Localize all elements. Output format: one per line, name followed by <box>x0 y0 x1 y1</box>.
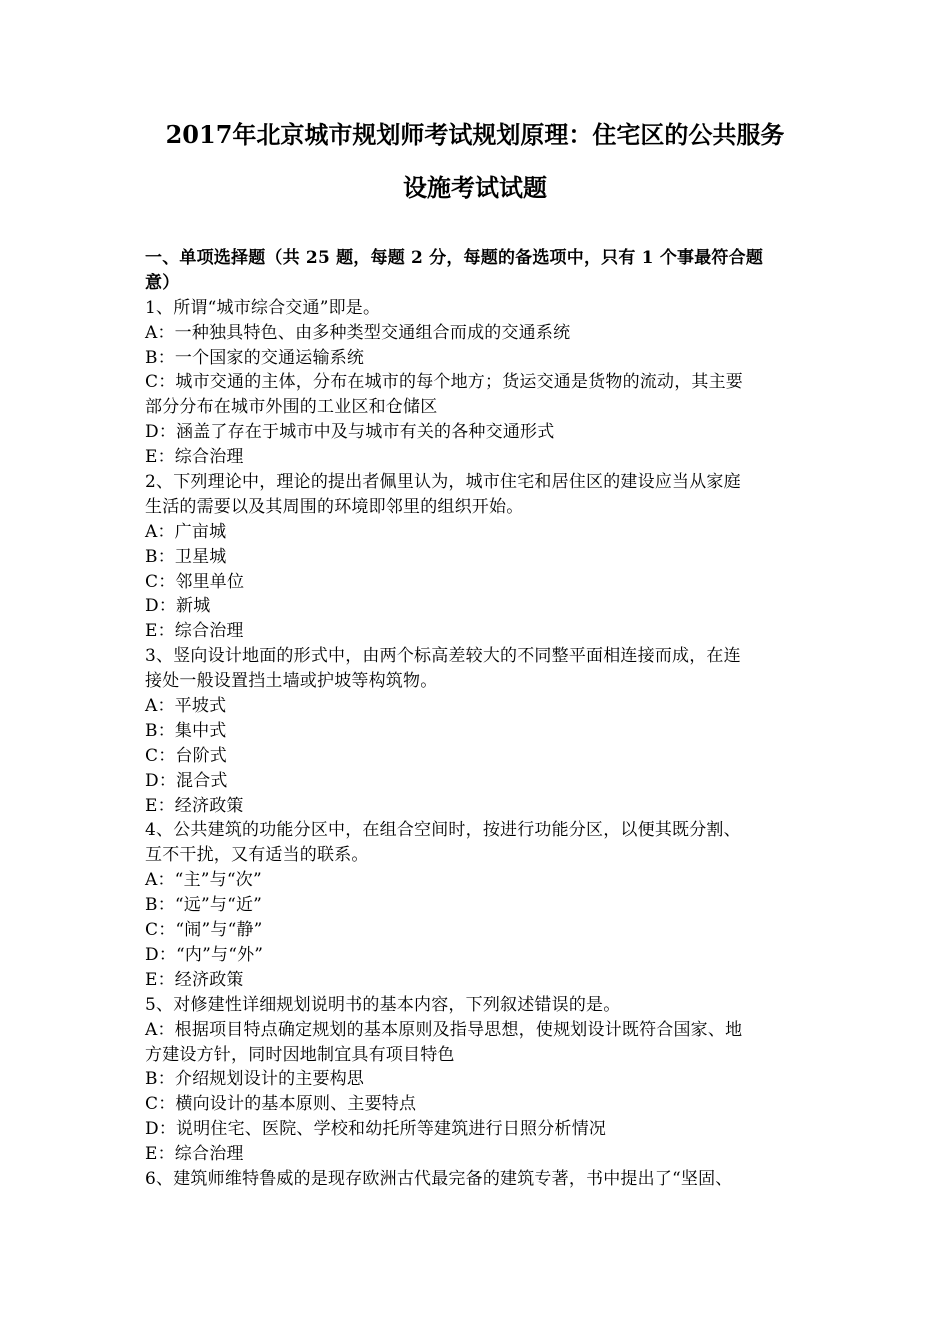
question-line: 6、建筑师维特鲁威的是现存欧洲古代最完备的建筑专著，书中提出了“坚固、 <box>145 1168 733 1189</box>
question-line: C：台阶式 <box>145 745 228 766</box>
question-line: C：横向设计的基本原则、主要特点 <box>145 1094 417 1115</box>
question-line: D：“内”与“外” <box>145 944 264 965</box>
question-line: 接处一般设置挡土墙或护坡等构筑物。 <box>145 671 438 692</box>
document-title-line-1: 2017年北京城市规划师考试规划原理：住宅区的公共服务 <box>165 120 785 149</box>
question-line: C：城市交通的主体，分布在城市的每个地方；货运交通是货物的流动，其主要 <box>145 372 744 393</box>
question-list <box>145 296 810 1192</box>
question-line: D：涵盖了存在于城市中及与城市有关的各种交通形式 <box>145 422 555 443</box>
question-line: C：邻里单位 <box>145 571 245 592</box>
question-line: 5、对修建性详细规划说明书的基本内容，下列叙述错误的是。 <box>145 994 621 1015</box>
question-line: E：综合治理 <box>145 1144 244 1165</box>
question-line: B：“远”与“近” <box>145 895 263 916</box>
question-line: A：广亩城 <box>145 521 227 542</box>
question-line: B：卫星城 <box>145 546 227 567</box>
question-line: C：“闹”与“静” <box>145 920 263 941</box>
question-line: A：平坡式 <box>145 696 227 717</box>
question-line: E：综合治理 <box>145 447 244 468</box>
question-line: 互不干扰，又有适当的联系。 <box>145 845 369 866</box>
question-line: 部分分布在城市外围的工业区和仓储区 <box>145 397 438 418</box>
question-line: B：一个国家的交通运输系统 <box>145 347 365 368</box>
question-line: 生活的需要以及其周围的环境即邻里的组织开始。 <box>145 496 524 517</box>
section-heading-line-2: 意） <box>145 272 180 293</box>
question-line: A：根据项目特点确定规划的基本原则及指导思想，使规划设计既符合国家、地 <box>145 1019 743 1040</box>
question-line: 方建设方针，同时因地制宜具有项目特色 <box>145 1044 455 1065</box>
question-line: D：说明住宅、医院、学校和幼托所等建筑进行日照分析情况 <box>145 1119 607 1140</box>
question-line: 3、竖向设计地面的形式中，由两个标高差较大的不同整平面相连接而成，在连 <box>145 646 741 667</box>
question-line: 2、下列理论中，理论的提出者佩里认为，城市住宅和居住区的建设应当从家庭 <box>145 472 741 493</box>
question-line: 4、公共建筑的功能分区中，在组合空间时，按进行功能分区，以便其既分割、 <box>145 820 741 841</box>
question-line: D：新城 <box>145 596 211 617</box>
question-line: E：经济政策 <box>145 969 244 990</box>
question-line: 1、所谓“城市综合交通”即是。 <box>145 297 381 318</box>
question-line: B：介绍规划设计的主要构思 <box>145 1069 365 1090</box>
question-line: E：经济政策 <box>145 795 244 816</box>
document-body <box>145 246 810 1192</box>
question-line: D：混合式 <box>145 770 228 791</box>
question-line: B：集中式 <box>145 720 227 741</box>
question-line: E：综合治理 <box>145 621 244 642</box>
question-line: A：一种独具特色、由多种类型交通组合而成的交通系统 <box>145 322 571 343</box>
document-title-line-2: 设施考试试题 <box>403 173 547 202</box>
question-line: A：“主”与“次” <box>145 870 262 891</box>
section-heading-line-1: 一、单项选择题（共 25 题，每题 2 分，每题的备选项中，只有 1 个事最符合题 <box>145 248 764 268</box>
